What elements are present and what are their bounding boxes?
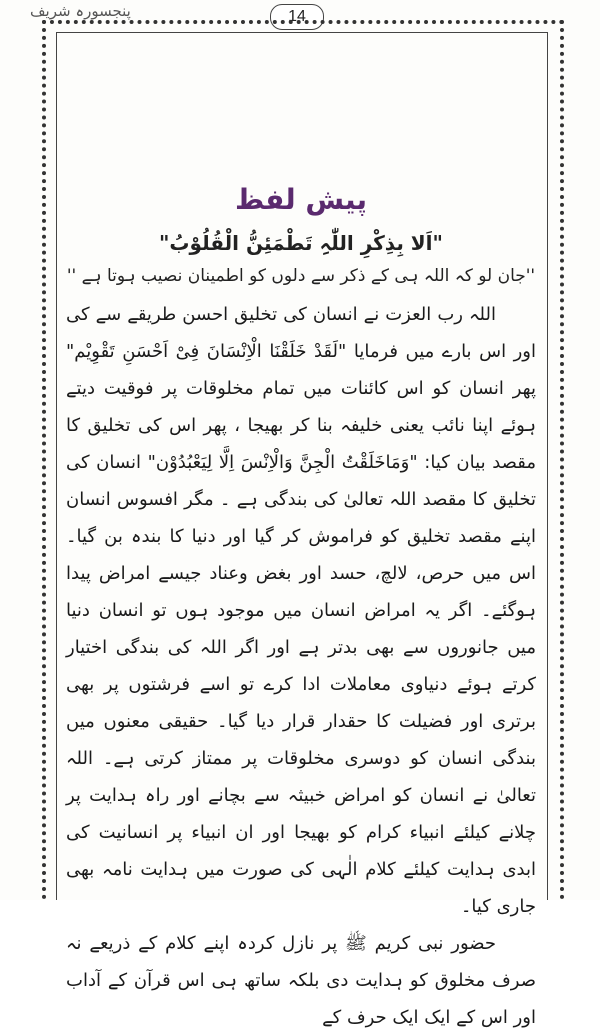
page-number: 14 — [270, 4, 324, 30]
page-content — [66, 180, 536, 1036]
paragraph-2: حضور نبی کریم ﷺ پر نازل کردہ اپنے کلام کے ذریعے نہ صرف مخلوق کو ہدایت دی بلکہ ساتھ ہی اس قرآن کے آداب اور اس کے ایک ایک حرف کے — [66, 933, 536, 1028]
running-header-title: پنجسورہ شریف — [30, 2, 131, 20]
quote-translation: ''جان لو کہ اللہ ہی کے ذکر سے دلوں کو اطمینان نصیب ہوتا ہے '' — [66, 266, 536, 286]
quran-quote: "اَلا بِذِکْرِ اللّٰہِ تَطْمَئِنُّ الْقُلُوْبُ" — [159, 231, 443, 255]
paragraph-1: اللہ رب العزت نے انسان کی تخلیق احسن طریقے سے کی اور اس بارے میں فرمایا "لَقَدْ خَلَقْنَا الْاِنْسَانَ فِیْ اَحْسَنِ تَقْوِیْم" پھر انسان کو اس کائنات میں تمام مخلوقات پر فوقیت دیتے ہوئے اپنا نائب یعنی خلیفہ بنا کر بھیجا ، پھر اس کی تخلیق کا مقصد بیان کیا: "وَمَاخَلَقْتُ الْجِنَّ وَالْاِنْسَ اِلَّا لِیَعْبُدُوْن" انسان کی تخلیق کا مقصد اللہ تعالیٰ کی بندگی ہے ۔ مگر افسوس انسان اپنے مقصد تخلیق کو فراموش کر گیا اور دنیا کا بندہ بن گیا۔ اس میں حرص، لالچ، حسد اور بغض وعناد جیسے امراض پیدا ہوگئے۔ اگر یہ امراض انسان میں موجود ہوں تو انسان دنیا میں جانوروں سے بھی بدتر ہے اور اگر اللہ کی بندگی اختیار کرتے ہوئے دنیاوی معاملات ادا کرے تو اسے فرشتوں پر بھی برتری اور فضیلت کا حقدار قرار دیا گیا۔ حقیقی معنوں میں بندگی انسان کو دوسری مخلوقات پر ممتاز کرتی ہے۔ اللہ تعالیٰ نے انسان کو امراض خبیثہ سے بچانے اور راہ ہدایت پر چلانے کیلئے انبیاء کرام کو بھیجا اور ان انبیاء پر انسانیت کی ابدی ہدایت کیلئے کلام الٰہی کی صورت میں ہدایت نامہ بھی جاری کیا۔ — [66, 304, 536, 917]
section-heading: پیش لفظ — [235, 183, 367, 216]
